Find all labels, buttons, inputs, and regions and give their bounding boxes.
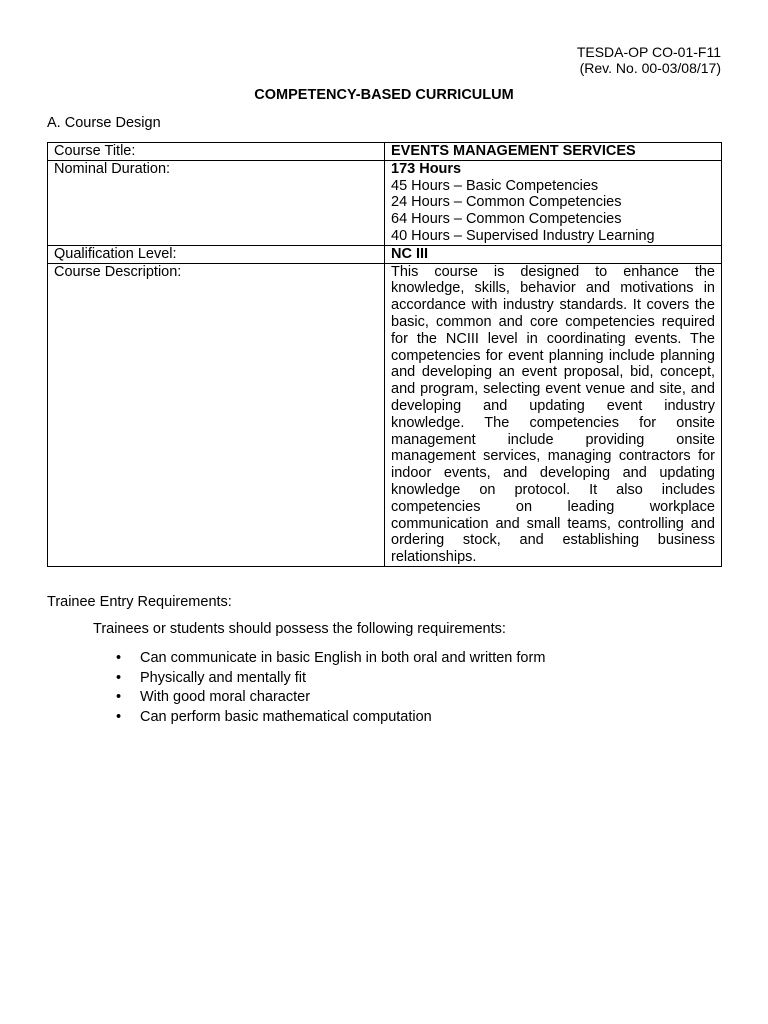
qualification-level-label: Qualification Level: [48, 245, 385, 263]
table-row-nominal-duration [48, 160, 722, 245]
table-row-course-title [48, 143, 722, 161]
list-item [93, 708, 545, 728]
course-title-label: Course Title: [48, 143, 385, 161]
list-item-text: With good moral character [140, 689, 311, 705]
document-title: COMPETENCY-BASED CURRICULUM [254, 87, 514, 103]
list-item-text: Can perform basic mathematical computation [140, 708, 432, 725]
form-code: TESDA-OP CO-01-F11 [576, 44, 721, 60]
course-design-table [47, 142, 722, 567]
duration-breakdown-item: 40 Hours – Supervised Industry Learning [391, 227, 655, 244]
duration-breakdown-item: 45 Hours – Basic Competencies [391, 177, 599, 194]
list-item [93, 669, 545, 689]
list-item-text: Can communicate in basic English in both oral and written form [140, 650, 546, 666]
entry-requirements-intro: Trainees or students should possess the following requirements: [93, 621, 506, 637]
course-description-label: Course Description: [48, 263, 385, 566]
list-item-text: Physically and mentally fit [140, 669, 307, 686]
duration-breakdown-item: 64 Hours – Common Competencies [391, 211, 622, 228]
bullet-icon: • [116, 689, 122, 705]
section-heading: A. Course Design [47, 115, 161, 131]
nominal-duration-total: 173 Hours [391, 160, 462, 177]
qualification-level-value: NC III [385, 245, 722, 263]
nominal-duration-cell [385, 160, 722, 245]
nominal-duration-label: Nominal Duration: [48, 160, 385, 245]
bullet-icon: • [116, 708, 122, 725]
revision-number: (Rev. No. 00-03/08/17) [579, 60, 721, 76]
bullet-icon: • [116, 669, 122, 686]
bullet-icon: • [116, 650, 122, 666]
document-code [577, 44, 721, 76]
course-description-value: This course is designed to enhance the knowledge, skills, behavior and motivations in accordance with industry standards. It covers the basic, common and core competencies required for the NCIII level in coordinating events. The competencies for event planning include planning and developing an event proposal, bid, concept, and program, selecting event venue and site, and developing and updating event industry knowledge. The competencies for onsite management include providing onsite management services, managing contractors for indoor events, and developing and updating knowledge on protocol. It also includes competencies on leading workplace communication and small teams, controlling and ordering stock, and establishing business relationships. [385, 263, 722, 566]
list-item [93, 688, 545, 708]
table-row-course-description [48, 263, 722, 566]
entry-requirements-list [93, 649, 545, 727]
list-item [93, 649, 545, 669]
entry-requirements-heading: Trainee Entry Requirements: [47, 594, 232, 610]
table-row-qualification-level [48, 245, 722, 263]
course-title-value: EVENTS MANAGEMENT SERVICES [385, 143, 722, 161]
duration-breakdown-item: 24 Hours – Common Competencies [391, 194, 622, 211]
